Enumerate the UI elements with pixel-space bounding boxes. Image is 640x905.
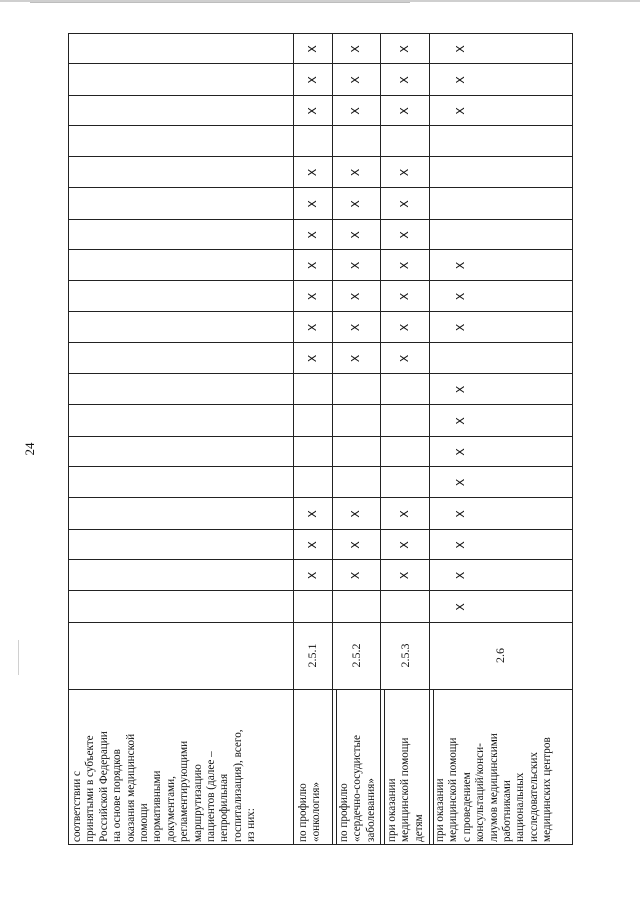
x-mark: X xyxy=(454,448,467,456)
table-border xyxy=(68,33,69,845)
x-mark: X xyxy=(349,571,362,580)
x-mark: X xyxy=(305,76,319,84)
table-gridline xyxy=(68,497,573,498)
x-mark: X xyxy=(349,231,362,239)
x-mark: X xyxy=(454,107,467,115)
x-mark: X xyxy=(349,541,362,549)
table-gridline xyxy=(68,436,573,437)
row-number: 2.5.1 xyxy=(305,643,319,668)
table-gridline xyxy=(68,95,573,96)
x-mark: X xyxy=(397,45,411,53)
row-label: при оказании медицинской помощи детям xyxy=(386,737,425,842)
table-gridline xyxy=(380,33,381,845)
x-mark: X xyxy=(454,603,467,611)
x-mark: X xyxy=(305,354,319,363)
x-mark: X xyxy=(397,76,411,84)
x-mark: X xyxy=(305,571,319,580)
rotated-table-frame xyxy=(68,33,573,845)
x-mark: X xyxy=(454,571,467,580)
x-mark: X xyxy=(349,200,362,208)
table-gridline xyxy=(68,219,573,220)
row-number: 2.5.3 xyxy=(398,643,412,668)
x-mark: X xyxy=(397,323,411,332)
table-gridline xyxy=(68,342,573,343)
table-gridline xyxy=(68,249,573,250)
table-border xyxy=(68,844,573,845)
x-mark: X xyxy=(305,200,319,208)
x-mark: X xyxy=(397,168,411,177)
x-mark: X xyxy=(454,510,467,518)
table xyxy=(68,33,573,845)
x-mark: X xyxy=(397,354,411,363)
x-mark: X xyxy=(454,292,467,301)
page-number: 24 xyxy=(22,442,37,456)
table-subline xyxy=(336,690,337,845)
x-mark: X xyxy=(305,292,319,301)
x-mark: X xyxy=(349,261,362,270)
x-mark: X xyxy=(454,417,467,425)
x-mark: X xyxy=(305,231,319,239)
table-border xyxy=(68,33,573,34)
x-mark: X xyxy=(349,168,362,177)
x-mark: X xyxy=(397,510,411,518)
scan-edge xyxy=(30,2,410,3)
row-number: 2.5.2 xyxy=(349,643,363,668)
row-label: при оказании медицинской помощи с проведением консультаций/конси- лиумов медицинскими работниками национальных исследовательских медицинских центров xyxy=(434,733,554,842)
x-mark: X xyxy=(397,292,411,301)
table-subline xyxy=(384,690,385,845)
x-mark: X xyxy=(349,76,362,84)
x-mark: X xyxy=(454,261,467,270)
x-mark: X xyxy=(397,261,411,270)
x-mark: X xyxy=(454,541,467,549)
x-mark: X xyxy=(305,45,319,53)
x-mark: X xyxy=(305,168,319,177)
x-mark: X xyxy=(305,107,319,115)
table-gridline xyxy=(429,33,430,845)
table-gridline xyxy=(68,311,573,312)
x-mark: X xyxy=(397,231,411,239)
row-label: по профилю «онкология» xyxy=(297,782,323,842)
table-border xyxy=(572,33,573,845)
table-gridline xyxy=(68,373,573,374)
table-gridline xyxy=(68,466,573,467)
x-mark: X xyxy=(454,76,467,84)
x-mark: X xyxy=(305,510,319,518)
scan-edge xyxy=(18,640,19,675)
x-mark: X xyxy=(349,510,362,518)
table-gridline xyxy=(68,280,573,281)
x-mark: X xyxy=(305,261,319,270)
table-gridline xyxy=(68,590,573,591)
table-gridline xyxy=(293,33,294,845)
row-label: соответствии с принятыми в субъекте Российской Федерации на основе порядков оказания медицинской помощи нормативными документами, регламентирующими маршрутизацию пациентов (далее – непрофильная госпитализация), всего, из них: xyxy=(71,729,258,842)
x-mark: X xyxy=(349,354,362,363)
x-mark: X xyxy=(397,200,411,208)
x-mark: X xyxy=(349,45,362,53)
x-mark: X xyxy=(454,45,467,53)
table-gridline xyxy=(68,529,573,530)
x-mark: X xyxy=(397,541,411,549)
x-mark: X xyxy=(349,292,362,301)
table-gridline xyxy=(68,187,573,188)
row-label: по профилю «сердечно-сосудистые заболевания» xyxy=(338,735,377,842)
x-mark: X xyxy=(349,107,362,115)
x-mark: X xyxy=(397,107,411,115)
x-mark: X xyxy=(349,323,362,332)
table-gridline xyxy=(68,63,573,64)
x-mark: X xyxy=(454,385,467,394)
table-gridline xyxy=(68,156,573,157)
x-mark: X xyxy=(454,478,467,487)
x-mark: X xyxy=(397,571,411,580)
table-gridline xyxy=(68,559,573,560)
x-mark: X xyxy=(305,541,319,549)
row-number: 2.6 xyxy=(493,648,507,663)
x-mark: X xyxy=(305,323,319,332)
table-gridline xyxy=(68,125,573,126)
table-gridline xyxy=(332,33,333,845)
table-gridline xyxy=(68,404,573,405)
x-mark: X xyxy=(454,323,467,332)
